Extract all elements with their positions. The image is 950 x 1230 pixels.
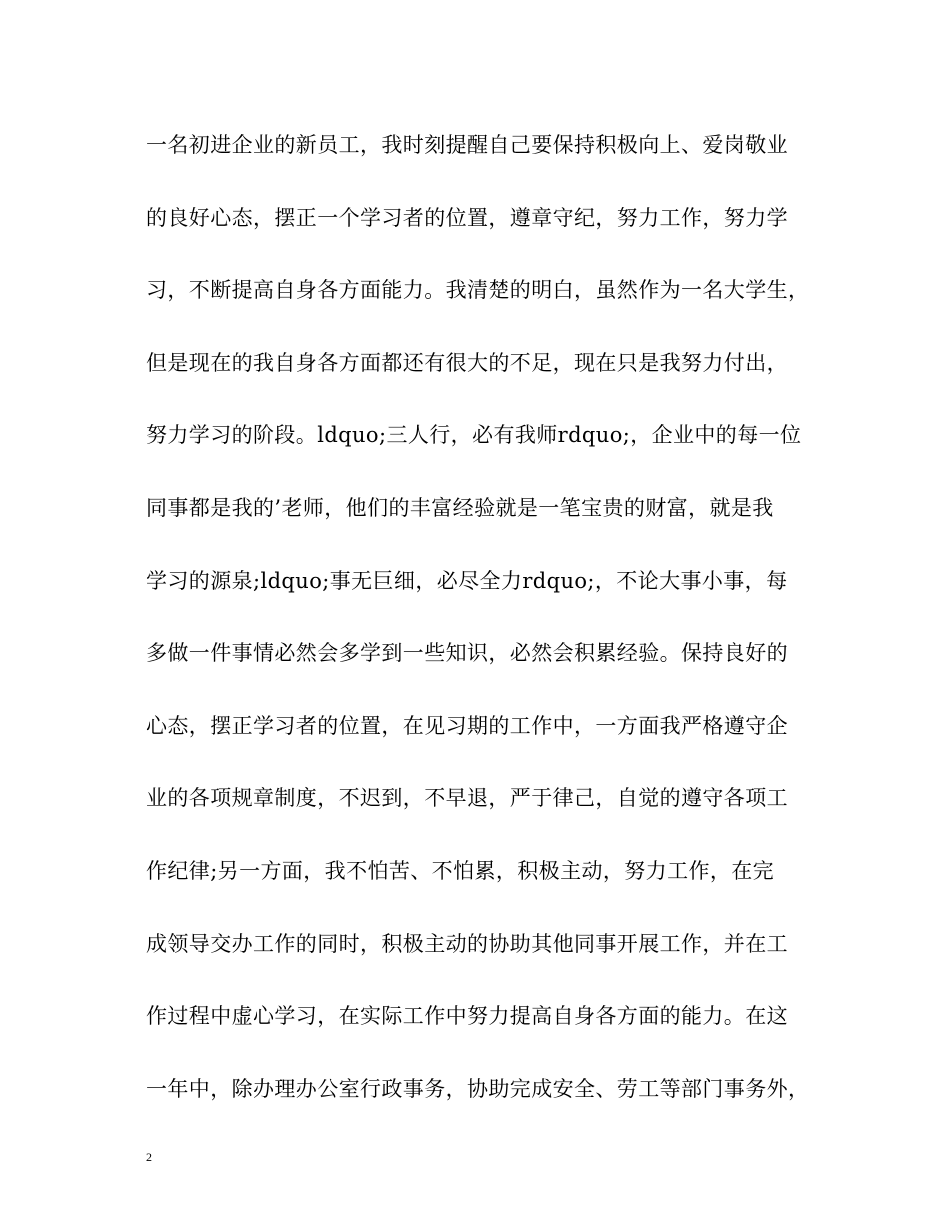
text-line: 作过程中虚心学习，在实际工作中努力提高自身各方面的能力。在这 xyxy=(146,1004,788,1029)
text-line: 努力学习的阶段。ldquo;三人行，必有我师rdquo;，企业中的每一位 xyxy=(146,423,802,448)
text-line: 的良好心态，摆正一个学习者的位置，遵章守纪，努力工作，努力学 xyxy=(146,205,788,230)
text-line: 心态，摆正学习者的位置，在见习期的工作中，一方面我严格遵守企 xyxy=(146,713,788,738)
text-line: 习，不断提高自身各方面能力。我清楚的明白，虽然作为一名大学生， xyxy=(146,278,810,303)
text-line: 多做一件事情必然会多学到一些知识，必然会积累经验。保持良好的 xyxy=(146,641,788,666)
page-number: 2 xyxy=(146,1150,152,1164)
text-line: 一年中，除办理办公室行政事务，协助完成安全、劳工等部门事务外， xyxy=(146,1076,810,1101)
text-line: 一名初进企业的新员工，我时刻提醒自己要保持积极向上、爱岗敬业 xyxy=(146,133,788,157)
text-line: 同事都是我的’老师，他们的丰富经验就是一笔宝贵的财富，就是我 xyxy=(146,495,774,520)
body-text xyxy=(146,125,816,1141)
text-line: 但是现在的我自身各方面都还有很大的不足，现在只是我努力付出， xyxy=(146,350,788,375)
text-line: 学习的源泉;ldquo;事无巨细，必尽全力rdquo;，不论大事小事，每 xyxy=(146,568,788,593)
text-line: 业的各项规章制度，不迟到，不早退，严于律己，自觉的遵守各项工 xyxy=(146,786,788,811)
text-line: 成领导交办工作的同时，积极主动的协助其他同事开展工作，并在工 xyxy=(146,931,788,956)
text-line: 作纪律;另一方面，我不怕苦、不怕累，积极主动，努力工作，在完 xyxy=(146,858,775,883)
